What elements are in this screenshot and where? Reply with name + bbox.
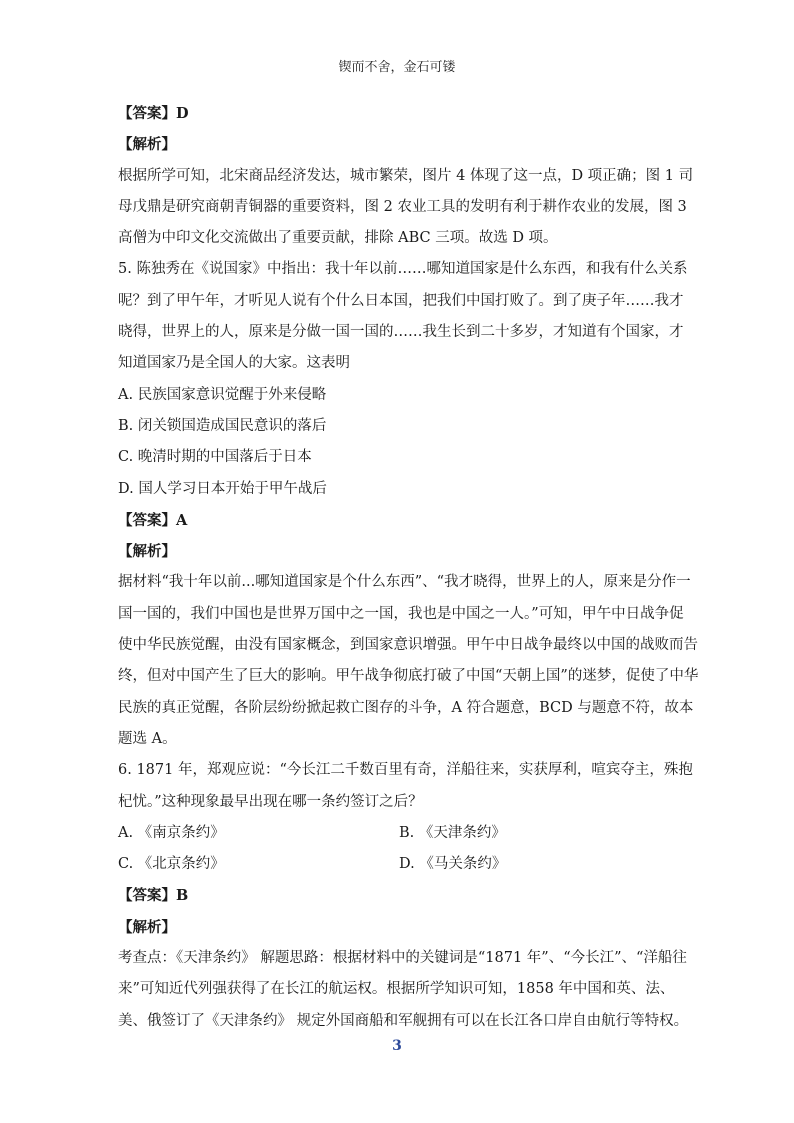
text-line: 呢？到了甲午年，才听见人说有个什么日本国，把我们中国打败了。到了庚子年……我才 (118, 292, 684, 309)
text-line: 民族的真正觉醒，各阶层纷纷掀起救亡图存的斗争，A 符合题意，BCD 与题意不符，故本 (118, 699, 694, 716)
section-label: 【解析】 (118, 136, 176, 154)
page-number: 3 (392, 1038, 402, 1054)
text-line: C. 晚清时期的中国落后于日本 (118, 449, 312, 466)
section-label: 【解析】 (118, 918, 176, 936)
option-row (118, 818, 680, 849)
text-line: 题选 A。 (118, 730, 177, 747)
text-block-answer-6 (118, 880, 689, 1036)
text-line: 根据所学可知，北宋商品经济发达，城市繁荣，图片 4 体现了这一点，D 项正确；图 1 司 (118, 167, 694, 184)
section-label: 【答案】D (118, 105, 189, 122)
section-label: 【解析】 (118, 543, 176, 561)
text-line: 杞忧。”这种现象最早出现在哪一条约签订之后？ (118, 793, 423, 810)
text-line: 5. 陈独秀在《说国家》中指出：我十年以前……哪知道国家是什么东西，和我有什么关系 (118, 261, 688, 278)
text-line: 考查点：《天津条约》 解题思路：根据材料中的关键词是“1871 年”、“今长江”、“洋船往 (118, 950, 687, 967)
document-body (118, 98, 699, 1037)
page-header: 锲而不舍，金石可镂 (338, 60, 456, 75)
text-line: 美、俄签订了《天津条约》 规定外国商船和军舰拥有可以在长江各口岸自由航行等特权。 (118, 1012, 689, 1029)
text-line: 国一国的，我们中国也是世界万国中之一国，我也是中国之一人。”可知，甲午中日战争促 (118, 605, 684, 622)
text-line: B. 闭关锁国造成国民意识的落后 (118, 417, 327, 434)
text-line: 知道国家乃是全国人的大家。这表明 (118, 355, 350, 372)
answer-option: C. 《北京条约》 (118, 856, 225, 873)
text-line: 6. 1871 年，郑观应说：“今长江二千数百里有奇，洋船往来，实获厚利，喧宾夺主，殊抱 (118, 762, 693, 779)
section-label: 【答案】A (118, 511, 188, 529)
text-line: 母戊鼎是研究商朝青铜器的重要资料，图 2 农业工具的发明有利于耕作农业的发展，图 3 (118, 198, 687, 215)
text-line: D. 国人学习日本开始于甲午战后 (118, 480, 327, 497)
answer-option: B. 《天津条约》 (399, 824, 506, 841)
text-block-main (118, 98, 699, 818)
text-line: 晓得，世界上的人，原来是分做一国一国的……我生长到二十多岁，才知道有个国家，才 (118, 324, 684, 341)
text-line: 高僧为中印文化交流做出了重要贡献，排除 ABC 三项。故选 D 项。 (118, 230, 558, 247)
section-label: 【答案】B (118, 887, 189, 905)
text-line: 来”可知近代列强获得了在长江的航运权。根据所学知识可知，1858 年中国和英、法、 (118, 981, 675, 998)
text-line: 据材料“我十年以前...哪知道国家是个什么东西”、“我才晓得，世界上的人，原来是分作一 (118, 574, 691, 591)
answer-option: D. 《马关条约》 (399, 856, 507, 873)
text-line: A. 民族国家意识觉醒于外来侵略 (118, 386, 327, 403)
option-row (118, 849, 680, 880)
question-6-options (118, 818, 680, 881)
text-line: 使中华民族觉醒，由没有国家概念，到国家意识增强。甲午中日战争最终以中国的战败而告 (118, 637, 698, 654)
answer-option: A. 《南京条约》 (118, 824, 225, 841)
text-line: 终，但对中国产生了巨大的影响。甲午战争彻底打破了中国“天朝上国”的迷梦，促使了中华 (118, 668, 699, 685)
